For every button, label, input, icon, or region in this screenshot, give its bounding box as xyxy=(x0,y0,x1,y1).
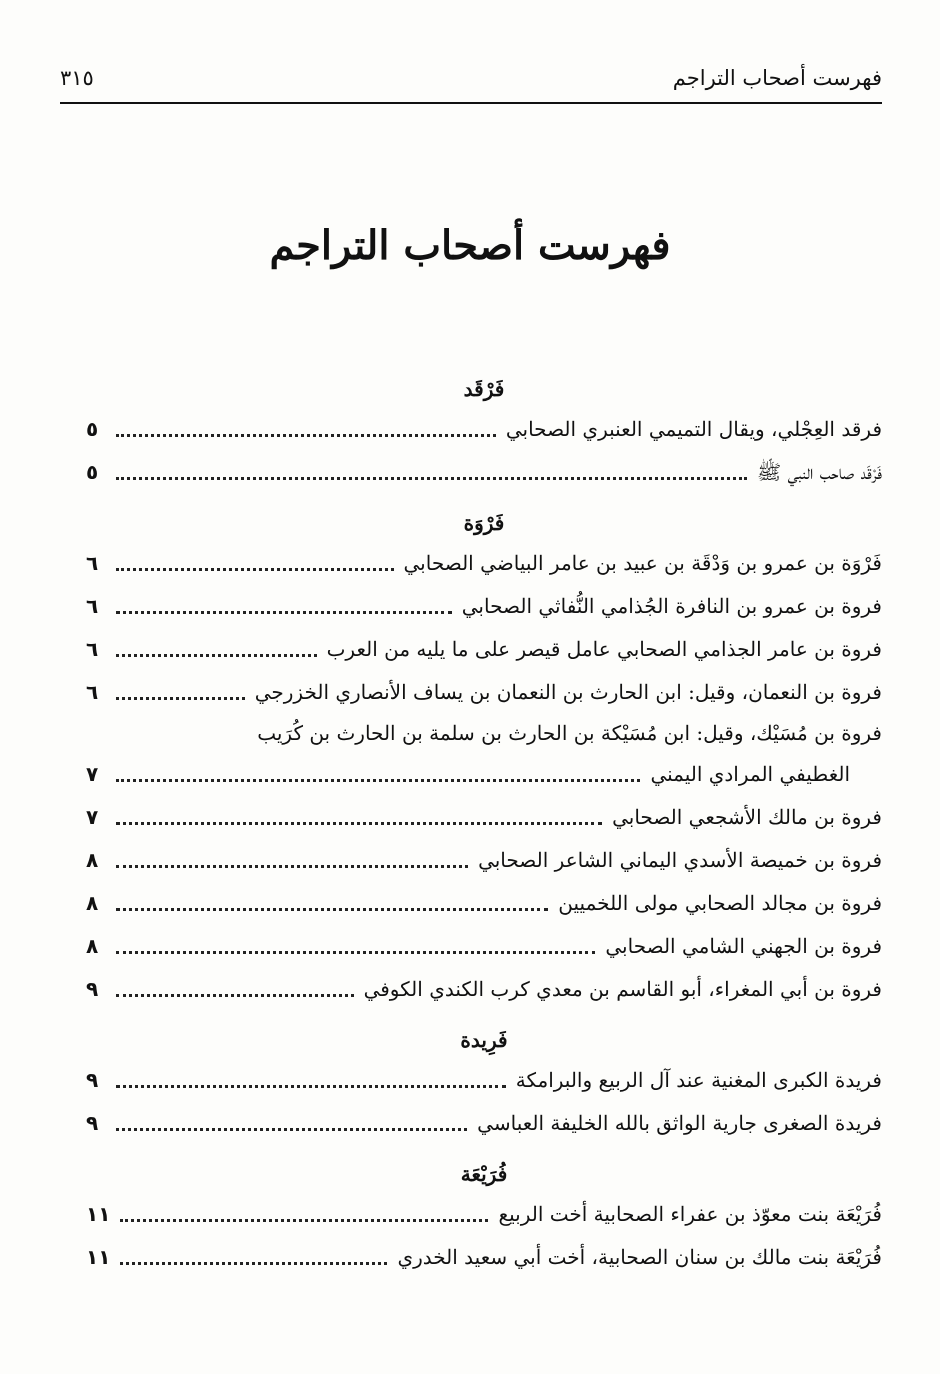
leader-dots xyxy=(120,1219,488,1222)
section-heading: فُرَيْعَة xyxy=(460,1162,508,1186)
index-entry xyxy=(86,1236,882,1279)
leader-dots xyxy=(116,654,317,657)
section-heading: فَرْوَة xyxy=(463,511,505,535)
entry-text: فُرَيْعَة بنت معوّذ بن عفراء الصحابية أخت الربيع xyxy=(498,1202,882,1226)
index-entry xyxy=(86,585,882,628)
leader-dots xyxy=(116,1085,506,1088)
entry-text: فروة بن أبي المغراء، أبو القاسم بن معدي كرب الكندي الكوفي xyxy=(363,977,882,1001)
leader-dots xyxy=(116,697,245,700)
entry-text: فروة بن عامر الجذامي الصحابي عامل قيصر على ما يليه من العرب xyxy=(326,637,882,661)
entry-text: فروة بن مالك الأشجعي الصحابي xyxy=(612,805,882,829)
index-entry xyxy=(86,968,882,1011)
index-entry xyxy=(86,408,882,451)
entry-text: فَرْوَة بن عمرو بن وَدْقَة بن عبيد بن عامر البياضي الصحابي xyxy=(403,551,882,575)
section-heading: فَرِيدة xyxy=(460,1028,508,1052)
entry-text: فُرَيْعَة بنت مالك بن سنان الصحابية، أخت أبي سعيد الخدري xyxy=(397,1245,882,1269)
entry-text: فروة بن مُسَيْك، وقيل: ابن مُسَيْكة بن الحارث بن سلمة بن الحارث بن كُرَيب xyxy=(257,721,882,745)
entry-text: فروة بن النعمان، وقيل: ابن الحارث بن النعمان بن يساف الأنصاري الخزرجي xyxy=(254,680,882,704)
index-entry xyxy=(86,882,882,925)
entry-page: ١١ xyxy=(86,1245,111,1269)
leader-dots xyxy=(116,822,602,825)
entry-text-continued: الغطيفي المرادي اليمني xyxy=(650,762,850,786)
entry-text: فروة بن مجالد الصحابي مولى اللخميين xyxy=(558,891,882,915)
leader-dots xyxy=(120,1262,387,1265)
leader-dots xyxy=(116,568,394,571)
running-title: فهرست أصحاب التراجم xyxy=(672,66,882,90)
entry-page: ٦ xyxy=(86,594,99,618)
entry-text: فَرْقَد صاحب النبي ﷺ xyxy=(757,460,882,484)
index-entry xyxy=(86,1059,882,1102)
index-entry xyxy=(86,542,882,585)
page-title: فهرست أصحاب التراجم xyxy=(269,222,671,269)
entry-page: ١١ xyxy=(86,1202,111,1226)
entry-page: ٨ xyxy=(86,891,99,915)
index-entry xyxy=(86,714,882,753)
entry-page: ٩ xyxy=(86,977,99,1001)
leader-dots xyxy=(116,779,640,782)
entry-text: فروة بن خميصة الأسدي اليماني الشاعر الصحابي xyxy=(478,848,882,872)
index-entry xyxy=(86,451,882,494)
index-entry xyxy=(86,796,882,839)
entry-page: ٦ xyxy=(86,637,99,661)
page-number: ٣١٥ xyxy=(60,66,94,90)
entry-page: ٦ xyxy=(86,680,99,704)
leader-dots xyxy=(116,434,496,437)
leader-dots xyxy=(116,865,468,868)
leader-dots xyxy=(116,908,548,911)
entry-text: فريدة الكبرى المغنية عند آل الربيع والبرامكة xyxy=(515,1068,882,1092)
index-entry xyxy=(86,628,882,671)
entry-page: ٥ xyxy=(86,417,99,441)
index-entry xyxy=(86,1193,882,1236)
leader-dots xyxy=(116,994,354,997)
entry-text: فروة بن عمرو بن النافرة الجُذامي النُّفاثي الصحابي xyxy=(461,594,882,618)
entry-text: فرقد العِجْلي، ويقال التميمي العنبري الصحابي xyxy=(505,417,882,441)
entry-page: ٩ xyxy=(86,1111,99,1135)
entry-page: ٦ xyxy=(86,551,99,575)
leader-dots xyxy=(116,611,452,614)
index-entry-continuation xyxy=(86,753,882,796)
entry-text: فريدة الصغرى جارية الواثق بالله الخليفة العباسي xyxy=(477,1111,882,1135)
leader-dots xyxy=(116,1128,467,1131)
entry-page: ٨ xyxy=(86,848,99,872)
entry-text: فروة بن الجهني الشامي الصحابي xyxy=(605,934,882,958)
entry-page: ٥ xyxy=(86,460,99,484)
leader-dots xyxy=(116,951,595,954)
index-entry xyxy=(86,839,882,882)
index-entry xyxy=(86,1102,882,1145)
index-entry xyxy=(86,925,882,968)
running-header xyxy=(60,54,882,104)
entry-page: ٩ xyxy=(86,1068,99,1092)
entry-page: ٨ xyxy=(86,934,99,958)
leader-dots xyxy=(116,477,747,480)
index-entry xyxy=(86,671,882,714)
index-list xyxy=(86,370,882,1279)
entry-page: ٧ xyxy=(86,805,99,829)
entry-page: ٧ xyxy=(86,762,99,786)
section-heading: فَرْقَد xyxy=(463,377,505,401)
